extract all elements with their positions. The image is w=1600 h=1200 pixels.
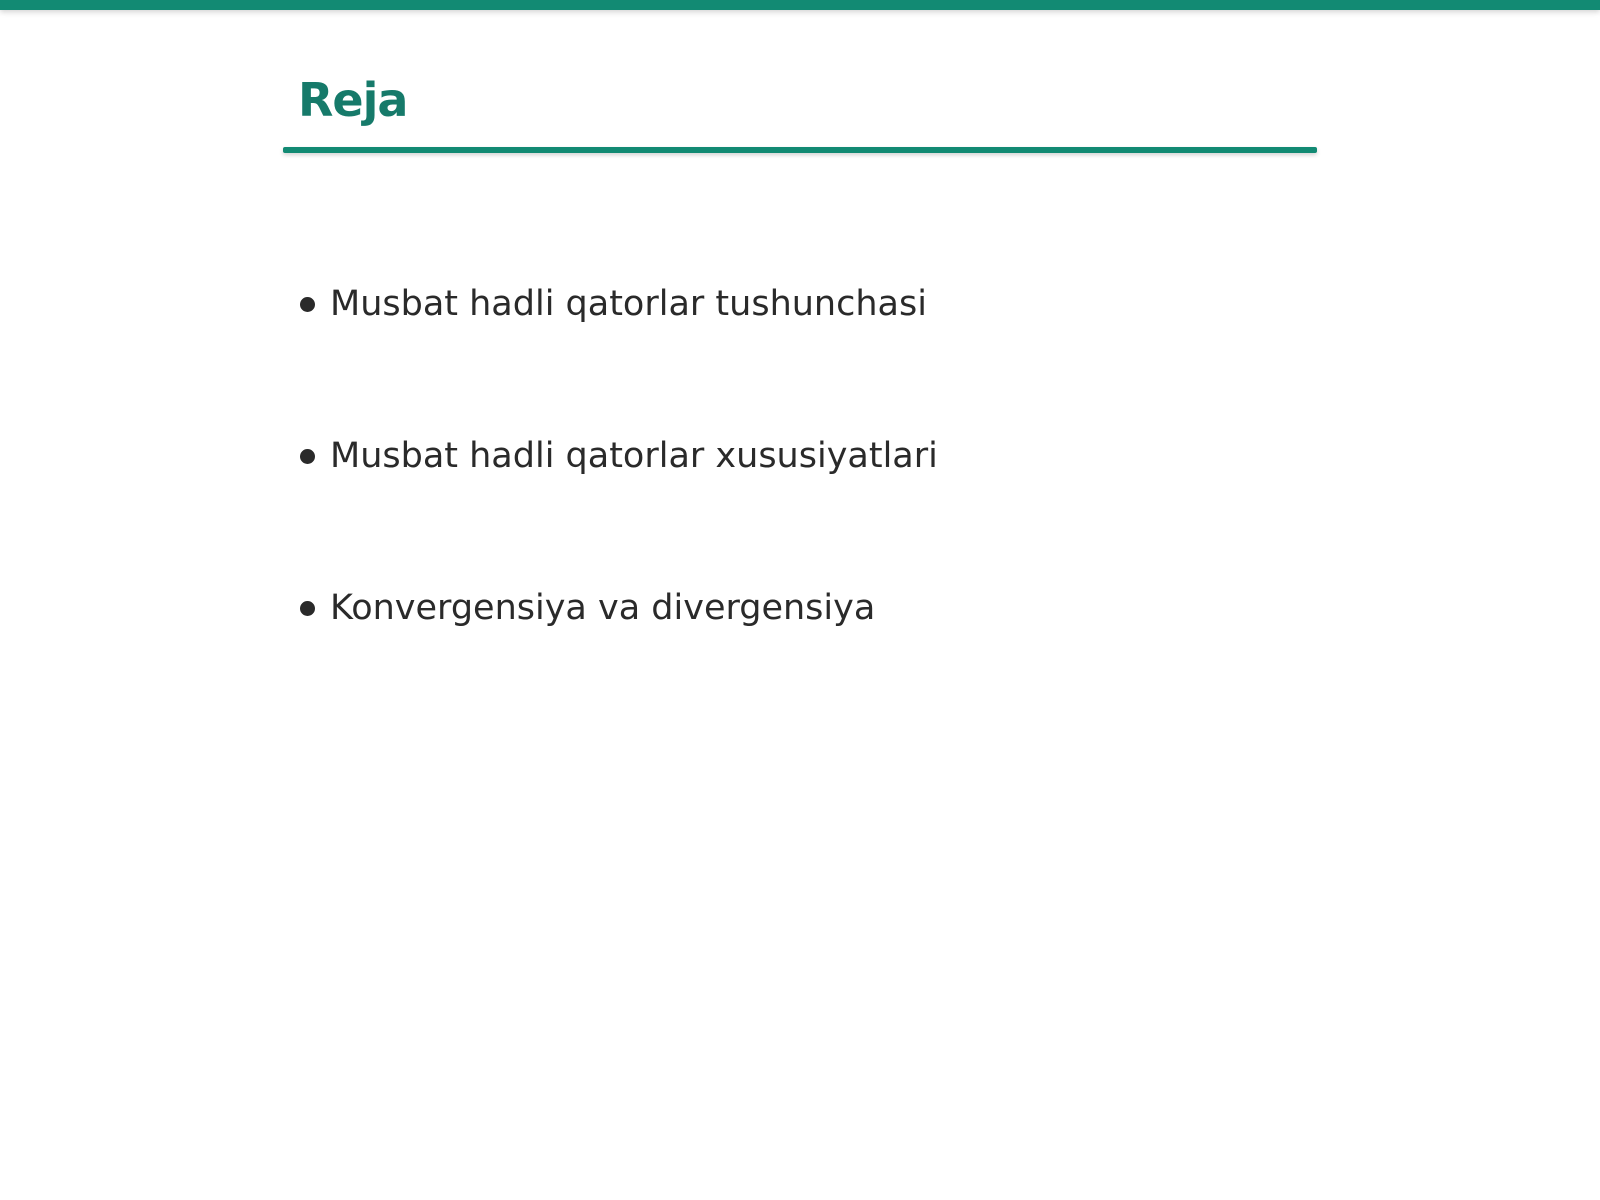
bullet-text: Musbat hadli qatorlar xususiyatlari xyxy=(330,436,938,476)
top-accent-bar xyxy=(0,0,1600,10)
title-underline xyxy=(283,147,1317,153)
bullet-dot-icon xyxy=(300,449,315,464)
bullet-dot-icon xyxy=(300,601,315,616)
bullet-text: Musbat hadli qatorlar tushunchasi xyxy=(330,284,927,324)
slide-title: Reja xyxy=(298,73,408,127)
bullet-dot-icon xyxy=(300,297,315,312)
bullet-text: Konvergensiya va divergensiya xyxy=(330,588,876,628)
